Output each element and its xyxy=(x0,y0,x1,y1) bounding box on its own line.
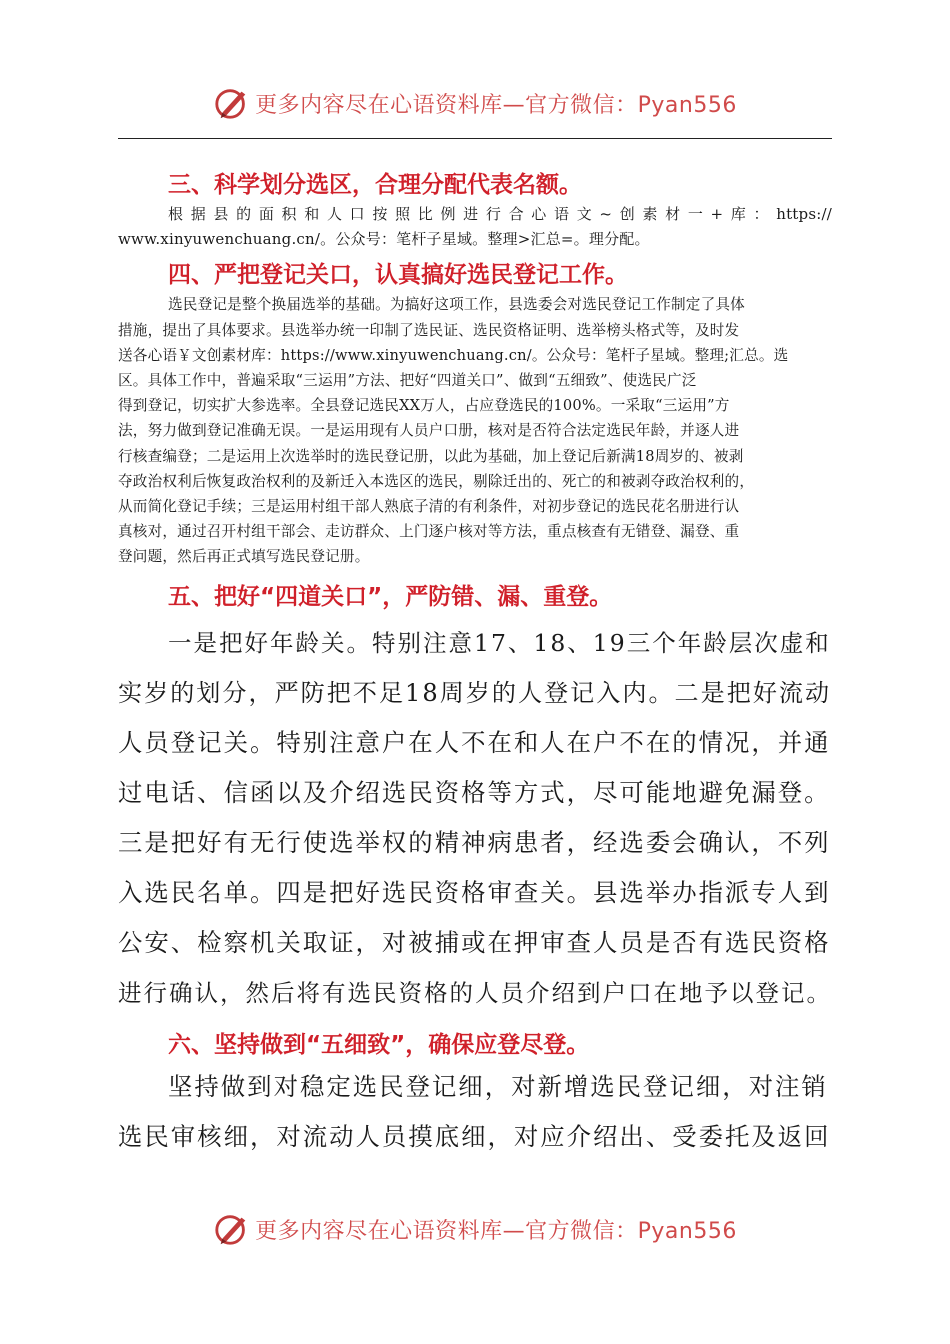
section-3-paragraph xyxy=(118,202,832,252)
banner-text: 更多内容尽在心语资料库—官方微信：Pyan556 xyxy=(255,1218,737,1244)
paragraph-line: 选民审核细，对流动人员摸底细，对应介绍出、受委托及返回 xyxy=(118,1121,831,1151)
paragraph-line: 公安、检察机关取证，对被捕或在押审查人员是否有选民资格 xyxy=(118,927,831,957)
paragraph-line: 法，努力做到登记准确无误。一是运用现有人员户口册，核对是否符合法定选民年龄，并逐人进 xyxy=(118,422,740,440)
paragraph-line: 从而简化登记手续；三是运用村组干部人熟底子清的有利条件，对初步登记的选民花名册进行认 xyxy=(118,498,740,516)
paragraph-line: 根据县的面积和人口按照比例进行合心语文~创素材一+库：https:// xyxy=(168,205,832,223)
paragraph-line: 人员登记关。特别注意户在人不在和人在户不在的情况，并通 xyxy=(118,727,831,757)
pen-circle-icon xyxy=(213,84,251,122)
footer-banner xyxy=(0,1206,950,1252)
paragraph-line: 区。具体工作中，普遍采取“三运用”方法、把好“四道关口”、做到“五细致”、使选民广泛 xyxy=(118,372,697,390)
section-heading-4: 四、严把登记关口，认真搞好选民登记工作。 xyxy=(168,262,628,289)
paragraph-line: 夺政治权利后恢复政治权利的及新迁入本选区的选民，剔除迁出的、死亡的和被剥夺政治权利的， xyxy=(118,472,755,490)
paragraph-line: 一是把好年龄关。特别注意17、18、19三个年龄层次虚和 xyxy=(168,628,831,657)
paragraph-line: 得到登记，切实扩大参选率。全县登记选民XX万人，占应登选民的100%。一采取“三运用”方 xyxy=(118,397,730,415)
header-divider xyxy=(118,138,832,139)
paragraph-line: 措施，提出了具体要求。县选举办统一印制了选民证、选民资格证明、选举榜头格式等，及时发 xyxy=(118,321,740,339)
header-banner xyxy=(0,80,950,126)
section-6-paragraph xyxy=(118,1062,832,1162)
section-4-paragraph xyxy=(118,292,832,569)
document-body xyxy=(118,168,832,1162)
paragraph-line: 登问题，然后再正式填写选民登记册。 xyxy=(118,548,370,566)
pen-circle-icon xyxy=(213,1210,251,1248)
section-5-paragraph xyxy=(118,618,832,1018)
section-heading-3: 三、科学划分选区，合理分配代表名额。 xyxy=(168,172,582,198)
paragraph-line: 行核查编登；二是运用上次选举时的选民登记册，以此为基础，加上登记后新满18周岁的、被剥 xyxy=(118,447,744,465)
paragraph-line: 三是把好有无行使选举权的精神病患者，经选委会确认，不列 xyxy=(118,827,831,857)
banner-text: 更多内容尽在心语资料库—官方微信：Pyan556 xyxy=(255,92,737,118)
section-heading-5: 五、把好“四道关口”，严防错、漏、重登。 xyxy=(168,583,613,610)
section-heading-6: 六、坚持做到“五细致”，确保应登尽登。 xyxy=(168,1031,590,1058)
paragraph-line: 选民登记是整个换届选举的基础。为搞好这项工作，县选委会对选民登记工作制定了具体 xyxy=(168,296,745,314)
paragraph-line: 过电话、信函以及介绍选民资格等方式，尽可能地避免漏登。 xyxy=(118,777,831,807)
paragraph-line: 坚持做到对稳定选民登记细，对新增选民登记细，对注销 xyxy=(168,1071,828,1101)
paragraph-line: 入选民名单。四是把好选民资格审查关。县选举办指派专人到 xyxy=(118,877,831,907)
paragraph-line: www.xinyuwenchuang.cn/。公众号：笔杆子星域。整理>汇总=。理分配。 xyxy=(118,230,650,249)
paragraph-line: 进行确认，然后将有选民资格的人员介绍到户口在地予以登记。 xyxy=(118,978,832,1007)
paragraph-line: 实岁的划分，严防把不足18周岁的人登记入内。二是把好流动 xyxy=(118,678,832,707)
paragraph-line: 送各心语￥文创素材库：https://www.xinyuwenchuang.cn/。公众号：笔杆子星域。整理;汇总。选 xyxy=(118,346,789,364)
paragraph-line: 真核对，通过召开村组干部会、走访群众、上门逐户核对等方法，重点核查有无错登、漏登、重 xyxy=(118,523,740,541)
